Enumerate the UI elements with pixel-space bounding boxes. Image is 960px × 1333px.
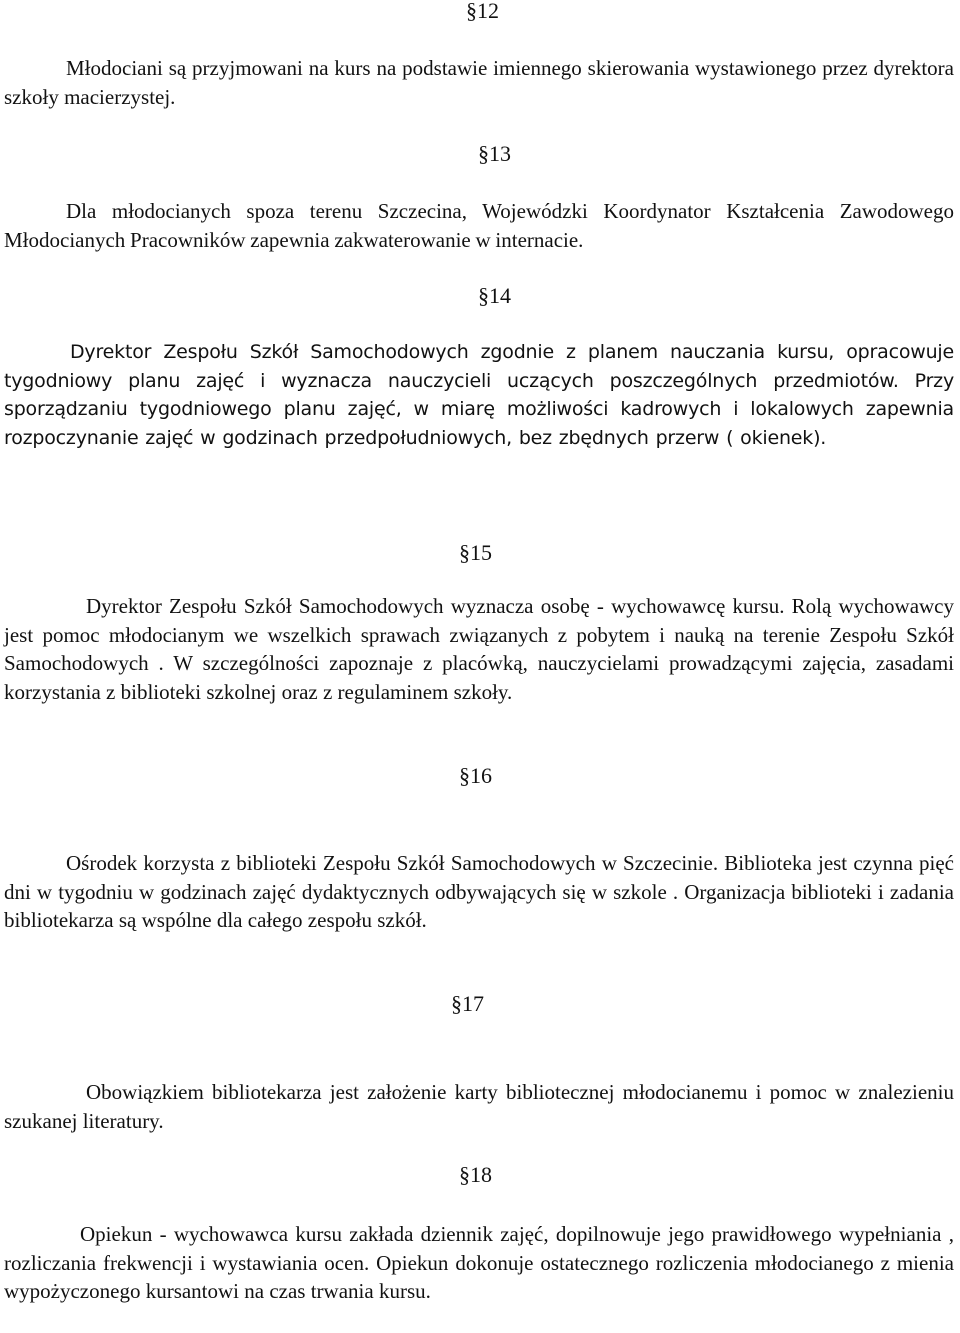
section-12-heading: §12	[466, 0, 499, 23]
section-17-text: Obowiązkiem bibliotekarza jest założenie karty bibliotecznej młodocianemu i pomoc w znalezieniu szukanej literatury.	[4, 1080, 954, 1133]
section-13-heading: §13	[478, 141, 511, 166]
section-18-heading: §18	[459, 1162, 492, 1187]
section-18-text: Opiekun - wychowawca kursu zakłada dziennik zajęć, dopilnowuje jego prawidłowego wypełniania , rozliczania frekwencji i wystawiania ocen. Opiekun dokonuje ostatecznego rozliczenia młodocianego z mienia wypożyczonego kursantowi na czas trwania kursu.	[4, 1222, 954, 1304]
section-16-text: Ośrodek korzysta z biblioteki Zespołu Szkół Samochodowych w Szczecinie. Biblioteka jest czynna pięć dni w tygodniu w godzinach zajęć dydaktycznych odbywających się w szkole . Organizacja biblioteki i zadania bibliotekarza są wspólne dla całego zespołu szkół.	[4, 851, 954, 933]
section-16-heading: §16	[459, 763, 492, 788]
section-15-text: Dyrektor Zespołu Szkół Samochodowych wyznacza osobę - wychowawcę kursu. Rolą wychowawcy jest pomoc młodocianym we wszelkich sprawach związanych z pobytem i nauką na terenie Zespołu Szkół Samochodowych . W szczególności zapoznaje z placówką, nauczycielami prowadzącymi zajęcia, zasadami korzystania z biblioteki szkolnej oraz z regulaminem szkoły.	[4, 594, 954, 705]
section-14-text: Dyrektor Zespołu Szkół Samochodowych zgodnie z planem nauczania kursu, opracowuje tygodniowy planu zajęć i wyznacza nauczycieli uczących poszczególnych przedmiotów. Przy sporządzaniu tygodniowego planu zajęć, w miarę możliwości kadrowych i lokalowych zapewnia rozpoczynanie zajęć w godzinach przedpołudniowych, bez zbędnych przerw ( okienek).	[4, 341, 954, 449]
section-15-heading: §15	[459, 540, 492, 565]
section-13-text: Dla młodocianych spoza terenu Szczecina, Wojewódzki Koordynator Kształcenia Zawodowego Młodocianych Pracowników zapewnia zakwaterowanie w internacie.	[4, 199, 954, 252]
section-17-heading: §17	[451, 991, 484, 1016]
section-14-heading: §14	[478, 283, 511, 308]
section-12-text: Młodociani są przyjmowani na kurs na podstawie imiennego skierowania wystawionego przez dyrektora szkoły macierzystej.	[4, 56, 954, 109]
